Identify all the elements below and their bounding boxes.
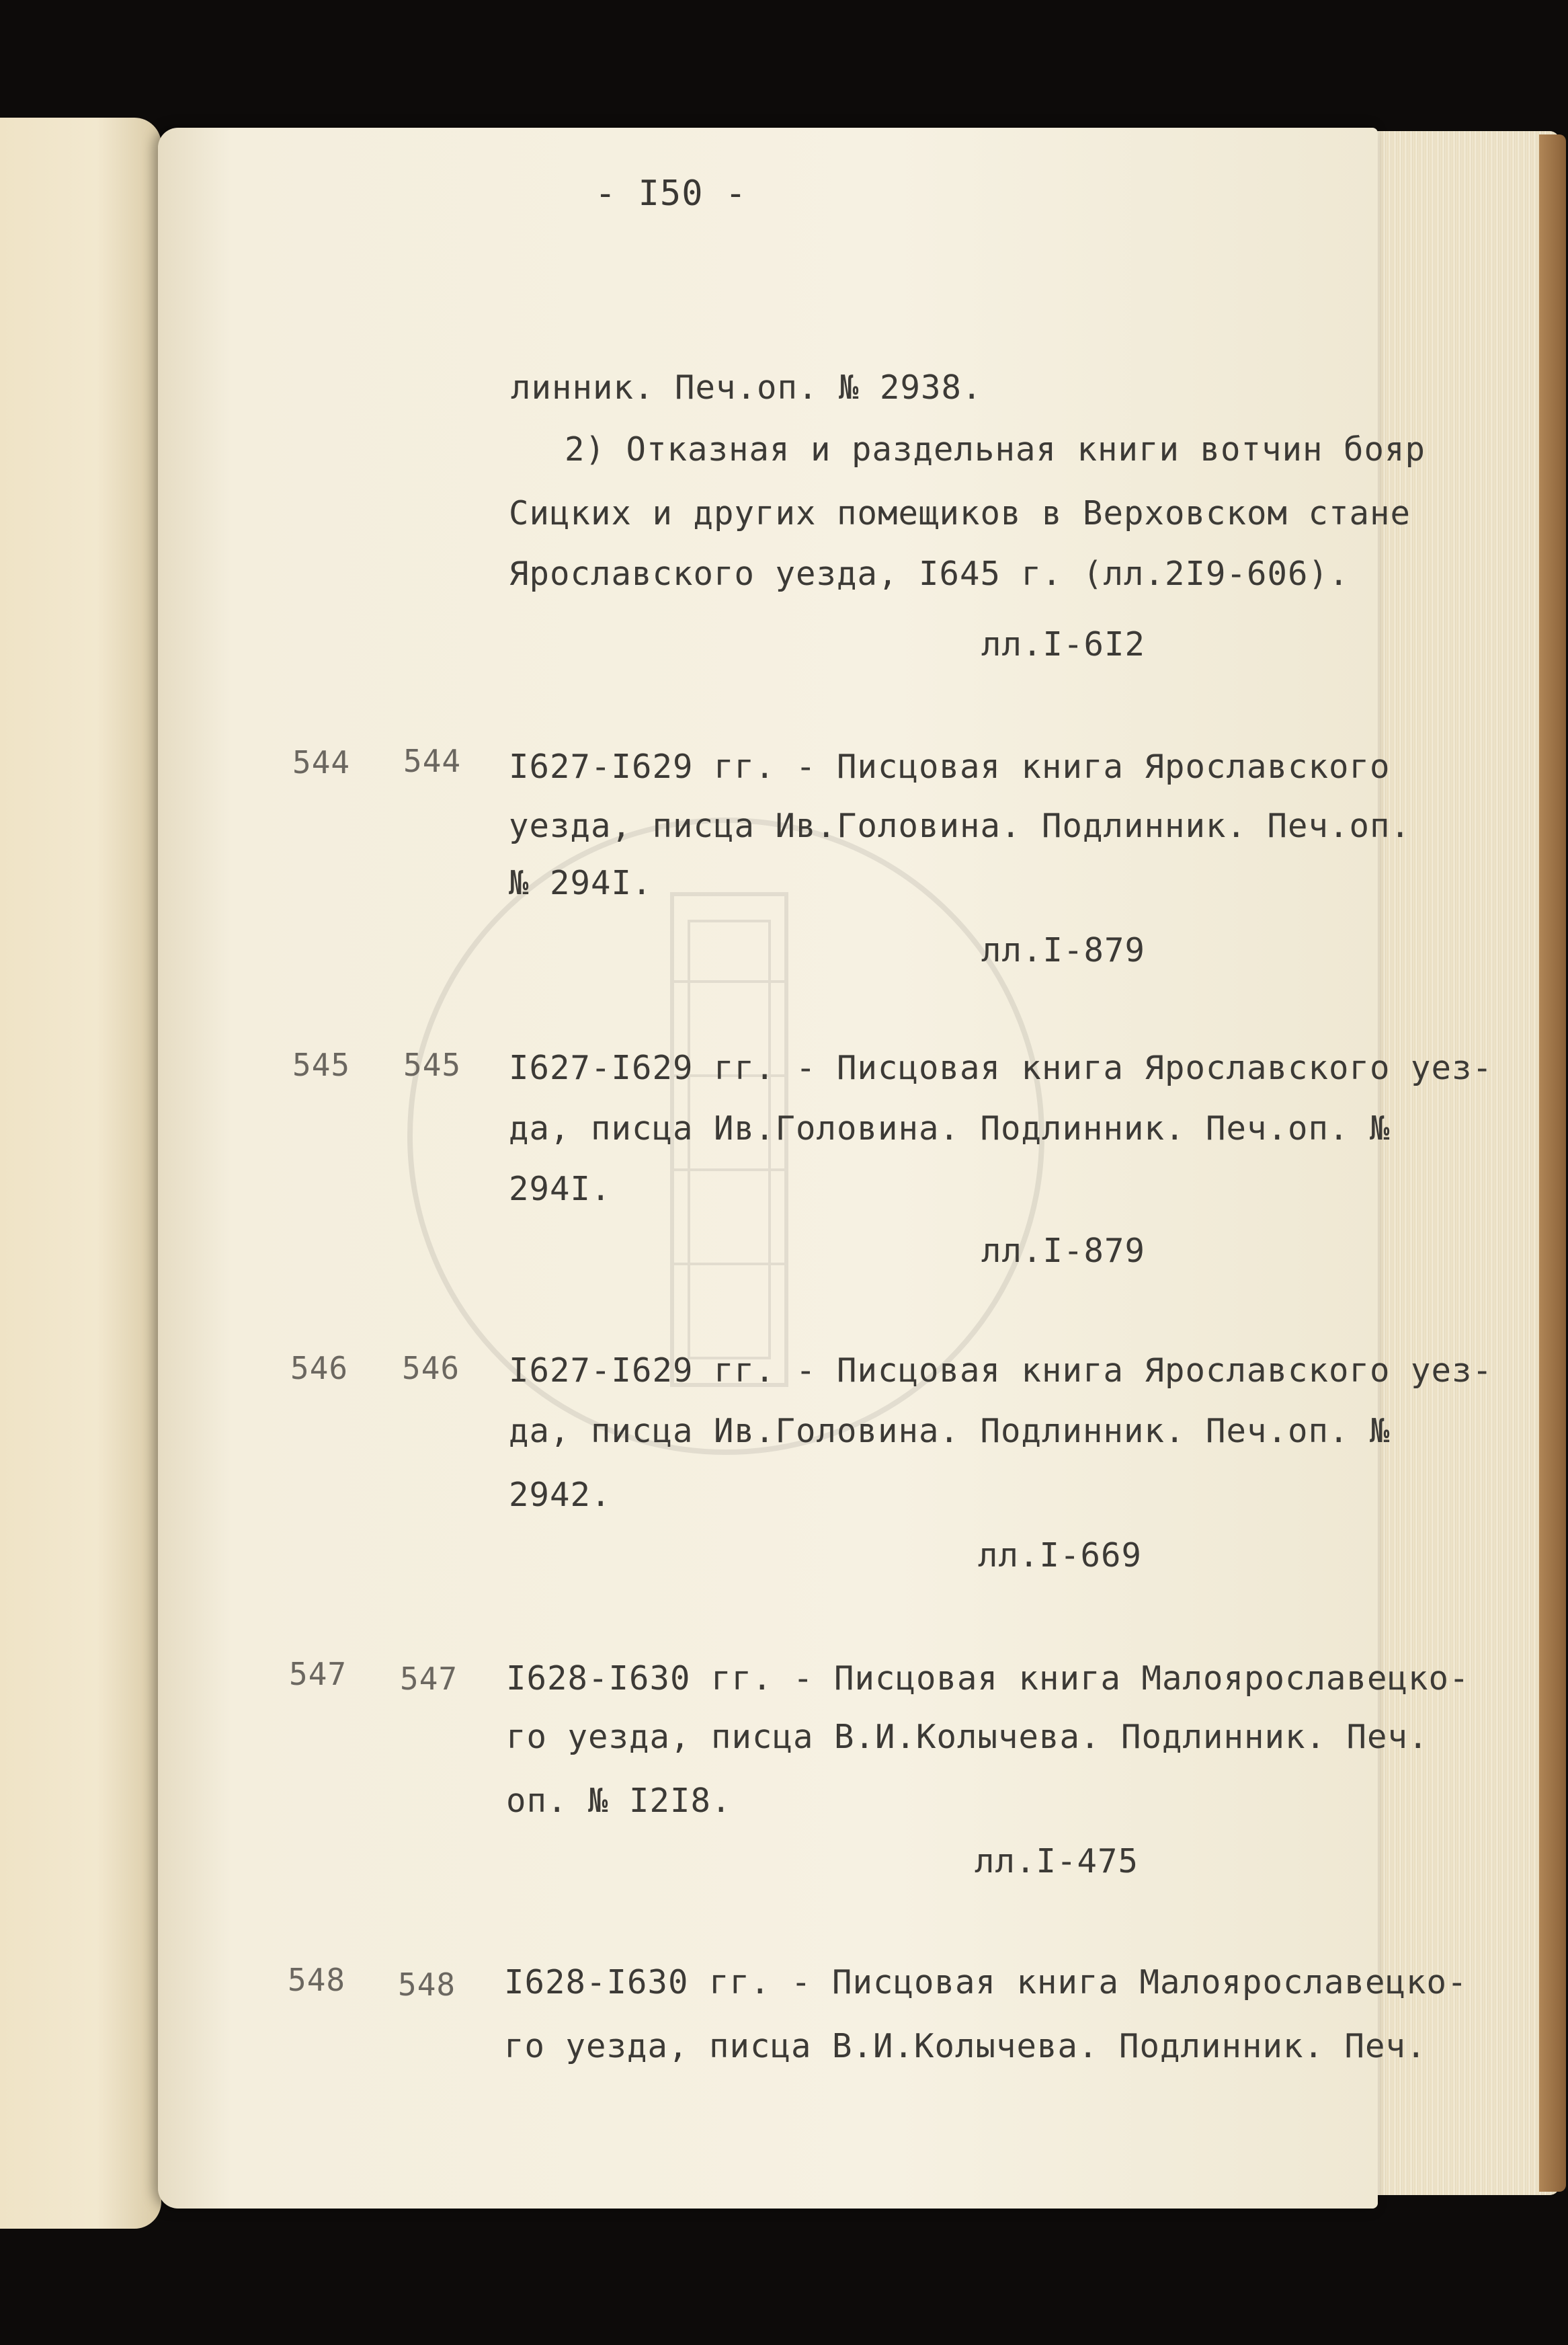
entry-line: 294I. [509, 1170, 612, 1208]
continuation-line: 2) Отказная и раздельная книги вотчин бояр [565, 430, 1426, 469]
entry-line: го уезда, писца В.И.Колычева. Подлинник. Печ. [504, 2027, 1427, 2065]
entry-number: 547 [400, 1661, 458, 1697]
entry-number-old: 547 [289, 1656, 347, 1692]
folio-range: лл.I-669 [978, 1536, 1143, 1575]
entry-line: I627-I629 гг. - Писцовая книга Ярославского уез- [509, 1351, 1493, 1390]
continuation-line: Сицких и других помещиков в Верховском стане [509, 494, 1411, 532]
entry-number: 545 [403, 1047, 462, 1083]
entry-number-old: 548 [288, 1962, 346, 1998]
entry-line: 2942. [509, 1476, 612, 1514]
entry-line: оп. № I2I8. [506, 1782, 732, 1820]
page-number: - I50 - [595, 173, 747, 214]
folio-range: лл.I-879 [981, 931, 1146, 969]
folio-range: лл.I-6I2 [981, 625, 1146, 664]
entry-line: I628-I630 гг. - Писцовая книга Малоярославецко- [506, 1659, 1470, 1698]
entry-line: I627-I629 гг. - Писцовая книга Ярославского [509, 748, 1391, 786]
entry-line: уезда, писца Ив.Головина. Подлинник. Печ.оп. [509, 807, 1411, 845]
entry-number: 544 [403, 743, 462, 779]
entry-line: да, писца Ив.Головина. Подлинник. Печ.оп. № [509, 1412, 1391, 1450]
book-cover-edge [1539, 134, 1566, 2192]
entry-line: го уезда, писца В.И.Колычева. Подлинник. Печ. [506, 1718, 1429, 1756]
folio-range: лл.I-879 [981, 1232, 1146, 1270]
entry-number: 546 [402, 1350, 460, 1386]
continuation-line: Ярославского уезда, I645 г. (лл.2I9-606). [509, 555, 1350, 593]
entry-line: да, писца Ив.Головина. Подлинник. Печ.оп. № [509, 1109, 1391, 1148]
entry-number-old: 544 [292, 744, 351, 781]
left-page [0, 118, 161, 2229]
entry-line: № 294I. [509, 864, 653, 902]
entry-line: I627-I629 гг. - Писцовая книга Ярославского уез- [509, 1049, 1493, 1087]
entry-number: 548 [398, 1966, 456, 2003]
entry-number-old: 545 [292, 1047, 351, 1083]
entry-number-old: 546 [290, 1350, 349, 1386]
folio-range: лл.I-475 [975, 1842, 1139, 1880]
continuation-line: линник. Печ.оп. № 2938. [511, 368, 983, 407]
entry-line: I628-I630 гг. - Писцовая книга Малоярославецко- [504, 1963, 1468, 2001]
